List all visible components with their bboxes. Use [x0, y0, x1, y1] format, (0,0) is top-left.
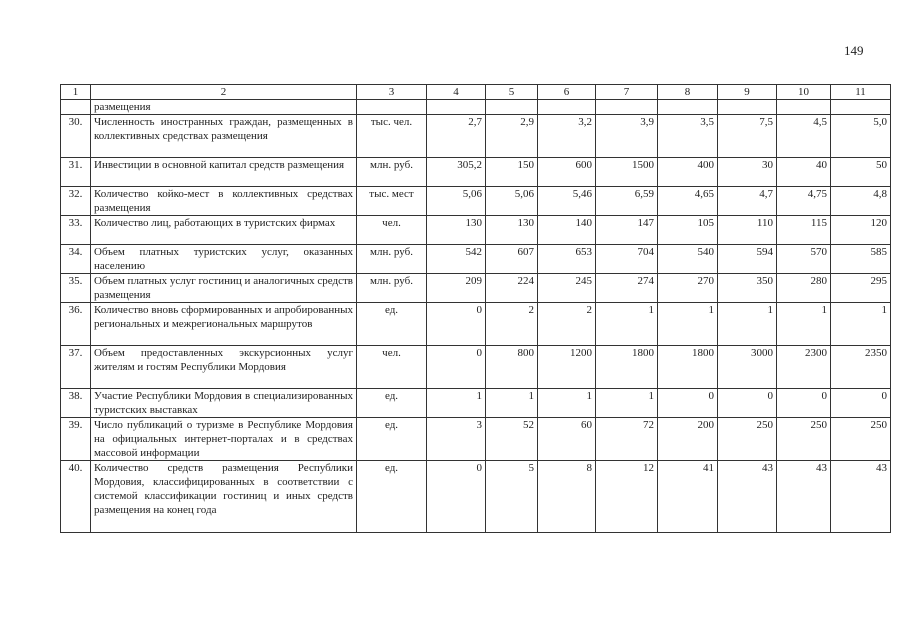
value-cell: 5,0: [831, 115, 891, 158]
indicator-name-cell: Объем платных услуг гостиниц и аналогичных средств размещения: [91, 274, 357, 303]
value-cell: 4,65: [658, 187, 718, 216]
row-number-cell: 32.: [61, 187, 91, 216]
value-cell: 542: [427, 245, 486, 274]
row-number-cell: 39.: [61, 418, 91, 461]
value-cell: 0: [427, 303, 486, 346]
unit-cell: млн. руб.: [357, 245, 427, 274]
value-cell: 50: [831, 158, 891, 187]
value-cell: 5,06: [486, 187, 538, 216]
value-cell: 3000: [718, 346, 777, 389]
value-cell: 52: [486, 418, 538, 461]
value-cell: 250: [718, 418, 777, 461]
value-cell: 2,7: [427, 115, 486, 158]
value-cell: 72: [596, 418, 658, 461]
value-cell: 350: [718, 274, 777, 303]
table-row: [61, 115, 891, 158]
table-row: [61, 346, 891, 389]
unit-cell: ед.: [357, 418, 427, 461]
value-cell: 1: [718, 303, 777, 346]
indicator-name-cell: Число публикаций о туризме в Республике Мордовия на официальных интернет-порталах и в средствах массовой информации: [91, 418, 357, 461]
value-cell: 585: [831, 245, 891, 274]
value-cell: 200: [658, 418, 718, 461]
column-header: 6: [538, 85, 596, 100]
column-header: 11: [831, 85, 891, 100]
value-cell: 1: [658, 303, 718, 346]
table-row: [61, 100, 891, 115]
row-number-cell: [61, 100, 91, 115]
table-row: [61, 389, 891, 418]
value-cell: 653: [538, 245, 596, 274]
unit-cell: млн. руб.: [357, 158, 427, 187]
page-number: 149: [844, 43, 864, 58]
column-header: 5: [486, 85, 538, 100]
value-cell: 43: [718, 461, 777, 533]
value-cell: 800: [486, 346, 538, 389]
value-cell: 224: [486, 274, 538, 303]
row-number-cell: 40.: [61, 461, 91, 533]
value-cell: 120: [831, 216, 891, 245]
value-cell: 8: [538, 461, 596, 533]
value-cell: 110: [718, 216, 777, 245]
value-cell: 0: [718, 389, 777, 418]
value-cell: [427, 100, 486, 115]
value-cell: [538, 100, 596, 115]
value-cell: 1: [777, 303, 831, 346]
value-cell: [658, 100, 718, 115]
value-cell: 3: [427, 418, 486, 461]
value-cell: 147: [596, 216, 658, 245]
row-number-cell: 36.: [61, 303, 91, 346]
unit-cell: тыс. мест: [357, 187, 427, 216]
indicator-name-cell: Объем платных туристских услуг, оказанных населению: [91, 245, 357, 274]
value-cell: 1800: [596, 346, 658, 389]
value-cell: 209: [427, 274, 486, 303]
row-number-cell: 38.: [61, 389, 91, 418]
value-cell: 594: [718, 245, 777, 274]
value-cell: 43: [831, 461, 891, 533]
column-header: 7: [596, 85, 658, 100]
indicator-name-cell: Инвестиции в основной капитал средств размещения: [91, 158, 357, 187]
table-row: [61, 274, 891, 303]
value-cell: 43: [777, 461, 831, 533]
value-cell: 2: [486, 303, 538, 346]
indicator-name-cell: Количество вновь сформированных и апробированных региональных и межрегиональных маршрутов: [91, 303, 357, 346]
column-header: 8: [658, 85, 718, 100]
value-cell: 270: [658, 274, 718, 303]
indicator-name-cell: Объем предоставленных экскурсионных услуг жителям и гостям Республики Мордовия: [91, 346, 357, 389]
table-row: [61, 187, 891, 216]
value-cell: 6,59: [596, 187, 658, 216]
value-cell: 5: [486, 461, 538, 533]
value-cell: 4,8: [831, 187, 891, 216]
value-cell: 140: [538, 216, 596, 245]
value-cell: 295: [831, 274, 891, 303]
table-row: [61, 245, 891, 274]
column-header: 1: [61, 85, 91, 100]
value-cell: 570: [777, 245, 831, 274]
table-row: [61, 418, 891, 461]
table-header-row: [61, 85, 891, 100]
value-cell: 305,2: [427, 158, 486, 187]
indicators-table: [60, 84, 891, 533]
value-cell: [718, 100, 777, 115]
value-cell: 3,2: [538, 115, 596, 158]
value-cell: 115: [777, 216, 831, 245]
value-cell: 1500: [596, 158, 658, 187]
value-cell: 245: [538, 274, 596, 303]
value-cell: 1: [596, 303, 658, 346]
value-cell: 5,06: [427, 187, 486, 216]
indicator-name-cell: Численность иностранных граждан, размещенных в коллективных средствах размещения: [91, 115, 357, 158]
value-cell: 40: [777, 158, 831, 187]
indicator-name-cell: Количество лиц, работающих в туристских фирмах: [91, 216, 357, 245]
value-cell: 0: [831, 389, 891, 418]
value-cell: 1: [427, 389, 486, 418]
value-cell: 250: [777, 418, 831, 461]
unit-cell: ед.: [357, 303, 427, 346]
value-cell: 607: [486, 245, 538, 274]
column-header: 2: [91, 85, 357, 100]
value-cell: 0: [427, 461, 486, 533]
row-number-cell: 30.: [61, 115, 91, 158]
value-cell: [831, 100, 891, 115]
value-cell: 130: [486, 216, 538, 245]
value-cell: 1: [831, 303, 891, 346]
unit-cell: чел.: [357, 346, 427, 389]
value-cell: 400: [658, 158, 718, 187]
value-cell: 2: [538, 303, 596, 346]
row-number-cell: 31.: [61, 158, 91, 187]
indicator-name-cell: Участие Республики Мордовия в специализированных туристских выставках: [91, 389, 357, 418]
value-cell: 1: [486, 389, 538, 418]
row-number-cell: 37.: [61, 346, 91, 389]
indicator-name-cell: Количество койко-мест в коллективных средствах размещения: [91, 187, 357, 216]
value-cell: 4,7: [718, 187, 777, 216]
value-cell: 105: [658, 216, 718, 245]
unit-cell: ед.: [357, 389, 427, 418]
value-cell: 7,5: [718, 115, 777, 158]
indicator-name-cell: размещения: [91, 100, 357, 115]
column-header: 9: [718, 85, 777, 100]
value-cell: 3,5: [658, 115, 718, 158]
table-row: [61, 461, 891, 533]
unit-cell: чел.: [357, 216, 427, 245]
value-cell: 250: [831, 418, 891, 461]
value-cell: 3,9: [596, 115, 658, 158]
column-header: 4: [427, 85, 486, 100]
value-cell: 150: [486, 158, 538, 187]
column-header: 3: [357, 85, 427, 100]
table-row: [61, 216, 891, 245]
value-cell: 1800: [658, 346, 718, 389]
unit-cell: млн. руб.: [357, 274, 427, 303]
value-cell: 5,46: [538, 187, 596, 216]
value-cell: 4,5: [777, 115, 831, 158]
value-cell: 1200: [538, 346, 596, 389]
value-cell: 704: [596, 245, 658, 274]
row-number-cell: 35.: [61, 274, 91, 303]
value-cell: 1: [596, 389, 658, 418]
value-cell: 0: [658, 389, 718, 418]
unit-cell: ед.: [357, 461, 427, 533]
table-row: [61, 158, 891, 187]
value-cell: 600: [538, 158, 596, 187]
value-cell: 0: [777, 389, 831, 418]
value-cell: 2350: [831, 346, 891, 389]
value-cell: [596, 100, 658, 115]
value-cell: 540: [658, 245, 718, 274]
value-cell: [777, 100, 831, 115]
unit-cell: [357, 100, 427, 115]
column-header: 10: [777, 85, 831, 100]
unit-cell: тыс. чел.: [357, 115, 427, 158]
row-number-cell: 33.: [61, 216, 91, 245]
value-cell: 4,75: [777, 187, 831, 216]
table-row: [61, 303, 891, 346]
value-cell: 60: [538, 418, 596, 461]
row-number-cell: 34.: [61, 245, 91, 274]
indicator-name-cell: Количество средств размещения Республики Мордовия, классифицированных в соответствии с системой классификации гостиниц и иных средств размещения на конец года: [91, 461, 357, 533]
value-cell: 2300: [777, 346, 831, 389]
value-cell: 130: [427, 216, 486, 245]
value-cell: 41: [658, 461, 718, 533]
value-cell: 274: [596, 274, 658, 303]
value-cell: 30: [718, 158, 777, 187]
value-cell: [486, 100, 538, 115]
value-cell: 0: [427, 346, 486, 389]
value-cell: 2,9: [486, 115, 538, 158]
value-cell: 12: [596, 461, 658, 533]
value-cell: 1: [538, 389, 596, 418]
value-cell: 280: [777, 274, 831, 303]
